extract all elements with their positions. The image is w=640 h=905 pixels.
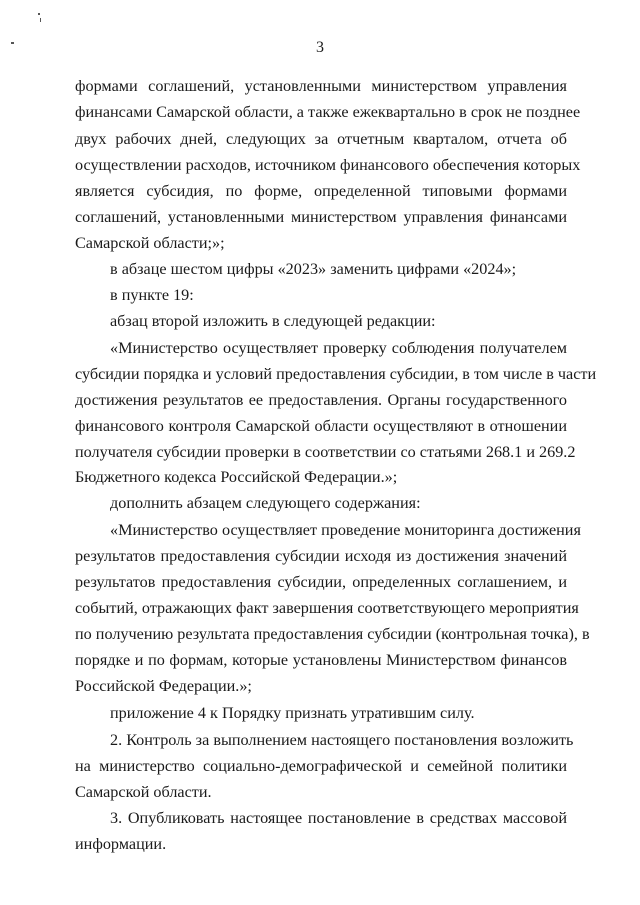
text-line: субсидии порядка и условий предоставления субсидии, в том числе в части — [75, 365, 597, 383]
text-line: информации. — [75, 835, 167, 853]
text-line: приложение 4 к Порядку признать утратившим силу. — [110, 704, 475, 722]
text-line: на министерство социально-демографической и семейной политики — [75, 757, 567, 775]
text-line: является субсидия, по форме, определенной типовыми формами — [75, 182, 567, 200]
text-line: формами соглашений, установленными министерством управления — [75, 77, 567, 95]
text-line: 2. Контроль за выполнением настоящего постановления возложить — [110, 731, 574, 749]
text-line: результатов предоставления субсидии, определенных соглашением, и — [75, 573, 567, 591]
text-line: Бюджетного кодекса Российской Федерации.»; — [75, 468, 398, 486]
text-line: результатов предоставления субсидии исходя из достижения значений — [75, 547, 567, 565]
text-line: Самарской области. — [75, 783, 212, 801]
page-number: 3 — [316, 39, 324, 56]
text-line: дополнить абзацем следующего содержания: — [110, 494, 421, 512]
scan-mark — [40, 18, 41, 22]
text-line: «Министерство осуществляет проверку соблюдения получателем — [110, 339, 567, 357]
text-line: получателя субсидии проверки в соответствии со статьями 268.1 и 269.2 — [75, 443, 576, 461]
text-line: событий, отражающих факт завершения соответствующего мероприятия — [75, 599, 579, 617]
text-line: порядке и по формам, которые установлены Министерством финансов — [75, 651, 567, 669]
text-line: двух рабочих дней, следующих за отчетным кварталом, отчета об — [75, 130, 567, 148]
text-line: соглашений, установленными министерством управления финансами — [75, 208, 567, 226]
text-line: «Министерство осуществляет проведение мониторинга достижения — [110, 521, 581, 539]
text-line: Российской Федерации.»; — [75, 677, 252, 695]
text-line: осуществлении расходов, источником финансового обеспечения которых — [75, 156, 581, 174]
text-line: абзац второй изложить в следующей редакции: — [110, 312, 436, 330]
text-line: Самарской области;»; — [75, 234, 225, 252]
text-line: 3. Опубликовать настоящее постановление в средствах массовой — [110, 809, 567, 827]
text-line: финансового контроля Самарской области осуществляют в отношении — [75, 417, 567, 435]
text-line: финансами Самарской области, а также ежеквартально в срок не позднее — [75, 103, 581, 121]
text-line: достижения результатов ее предоставления. Органы государственного — [75, 391, 567, 409]
scan-mark — [38, 13, 40, 15]
text-line: по получению результата предоставления субсидии (контрольная точка), в — [75, 625, 590, 643]
text-line: в абзаце шестом цифры «2023» заменить цифрами «2024»; — [110, 260, 517, 278]
text-line: в пункте 19: — [110, 286, 194, 304]
